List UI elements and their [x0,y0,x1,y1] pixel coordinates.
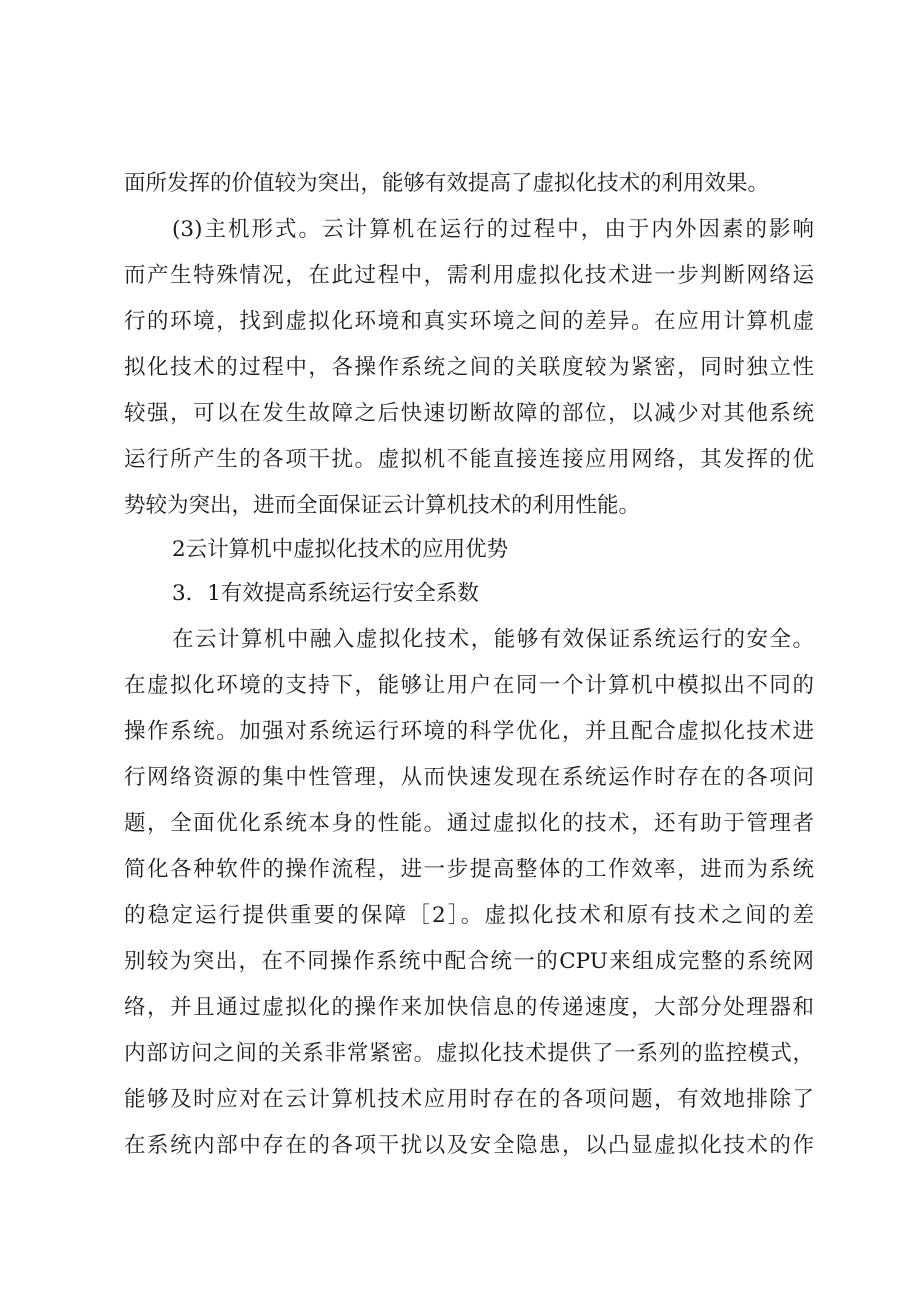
text-line: 在云计算机中融入虚拟化技术，能够有效保证系统运行的安全。 [172,627,814,652]
subsection-heading: 3．1有效提高系统运行安全系数 [172,581,479,606]
text-line: 络，并且通过虚拟化的操作来加快信息的传递速度，大部分处理器和 [124,995,814,1020]
text-line: (3)主机形式。云计算机在运行的过程中，由于内外因素的影响 [172,217,814,242]
text-line: 势较为突出，进而全面保证云计算机技术的利用性能。 [124,493,641,518]
text-line: 能够及时应对在云计算机技术应用时存在的各项问题，有效地排除了 [124,1087,814,1112]
text-line: 而产生特殊情况，在此过程中，需利用虚拟化技术进一步判断网络运 [124,263,814,288]
text-line: 别较为突出，在不同操作系统中配合统一的CPU来组成完整的系统网 [124,949,814,974]
text-line: 操作系统。加强对系统运行环境的科学优化，并且配合虚拟化技术进 [124,719,814,744]
text-line: 运行所产生的各项干扰。虚拟机不能直接连接应用网络，其发挥的优 [124,447,814,472]
text-line: 在系统内部中存在的各项干扰以及安全隐患，以凸显虚拟化技术的作 [124,1133,814,1158]
text-line: 行网络资源的集中性管理，从而快速发现在系统运作时存在的各项问 [124,765,814,790]
section-heading: 2云计算机中虚拟化技术的应用优势 [172,537,509,562]
text-line: 面所发挥的价值较为突出，能够有效提高了虚拟化技术的利用效果。 [124,171,770,196]
text-line: 在虚拟化环境的支持下，能够让用户在同一个计算机中模拟出不同的 [124,673,814,698]
text-line: 的稳定运行提供重要的保障［2］。虚拟化技术和原有技术之间的差 [124,903,814,928]
text-line: 内部访问之间的关系非常紧密。虚拟化技术提供了一系列的监控模式， [124,1041,814,1066]
text-line: 简化各种软件的操作流程，进一步提高整体的工作效率，进而为系统 [124,857,814,882]
text-line: 拟化技术的过程中，各操作系统之间的关联度较为紧密，同时独立性 [124,355,814,380]
text-line: 题，全面优化系统本身的性能。通过虚拟化的技术，还有助于管理者 [124,811,814,836]
text-line: 行的环境，找到虚拟化环境和真实环境之间的差异。在应用计算机虚 [124,309,814,334]
text-line: 较强，可以在发生故障之后快速切断故障的部位，以减少对其他系统 [124,401,814,426]
